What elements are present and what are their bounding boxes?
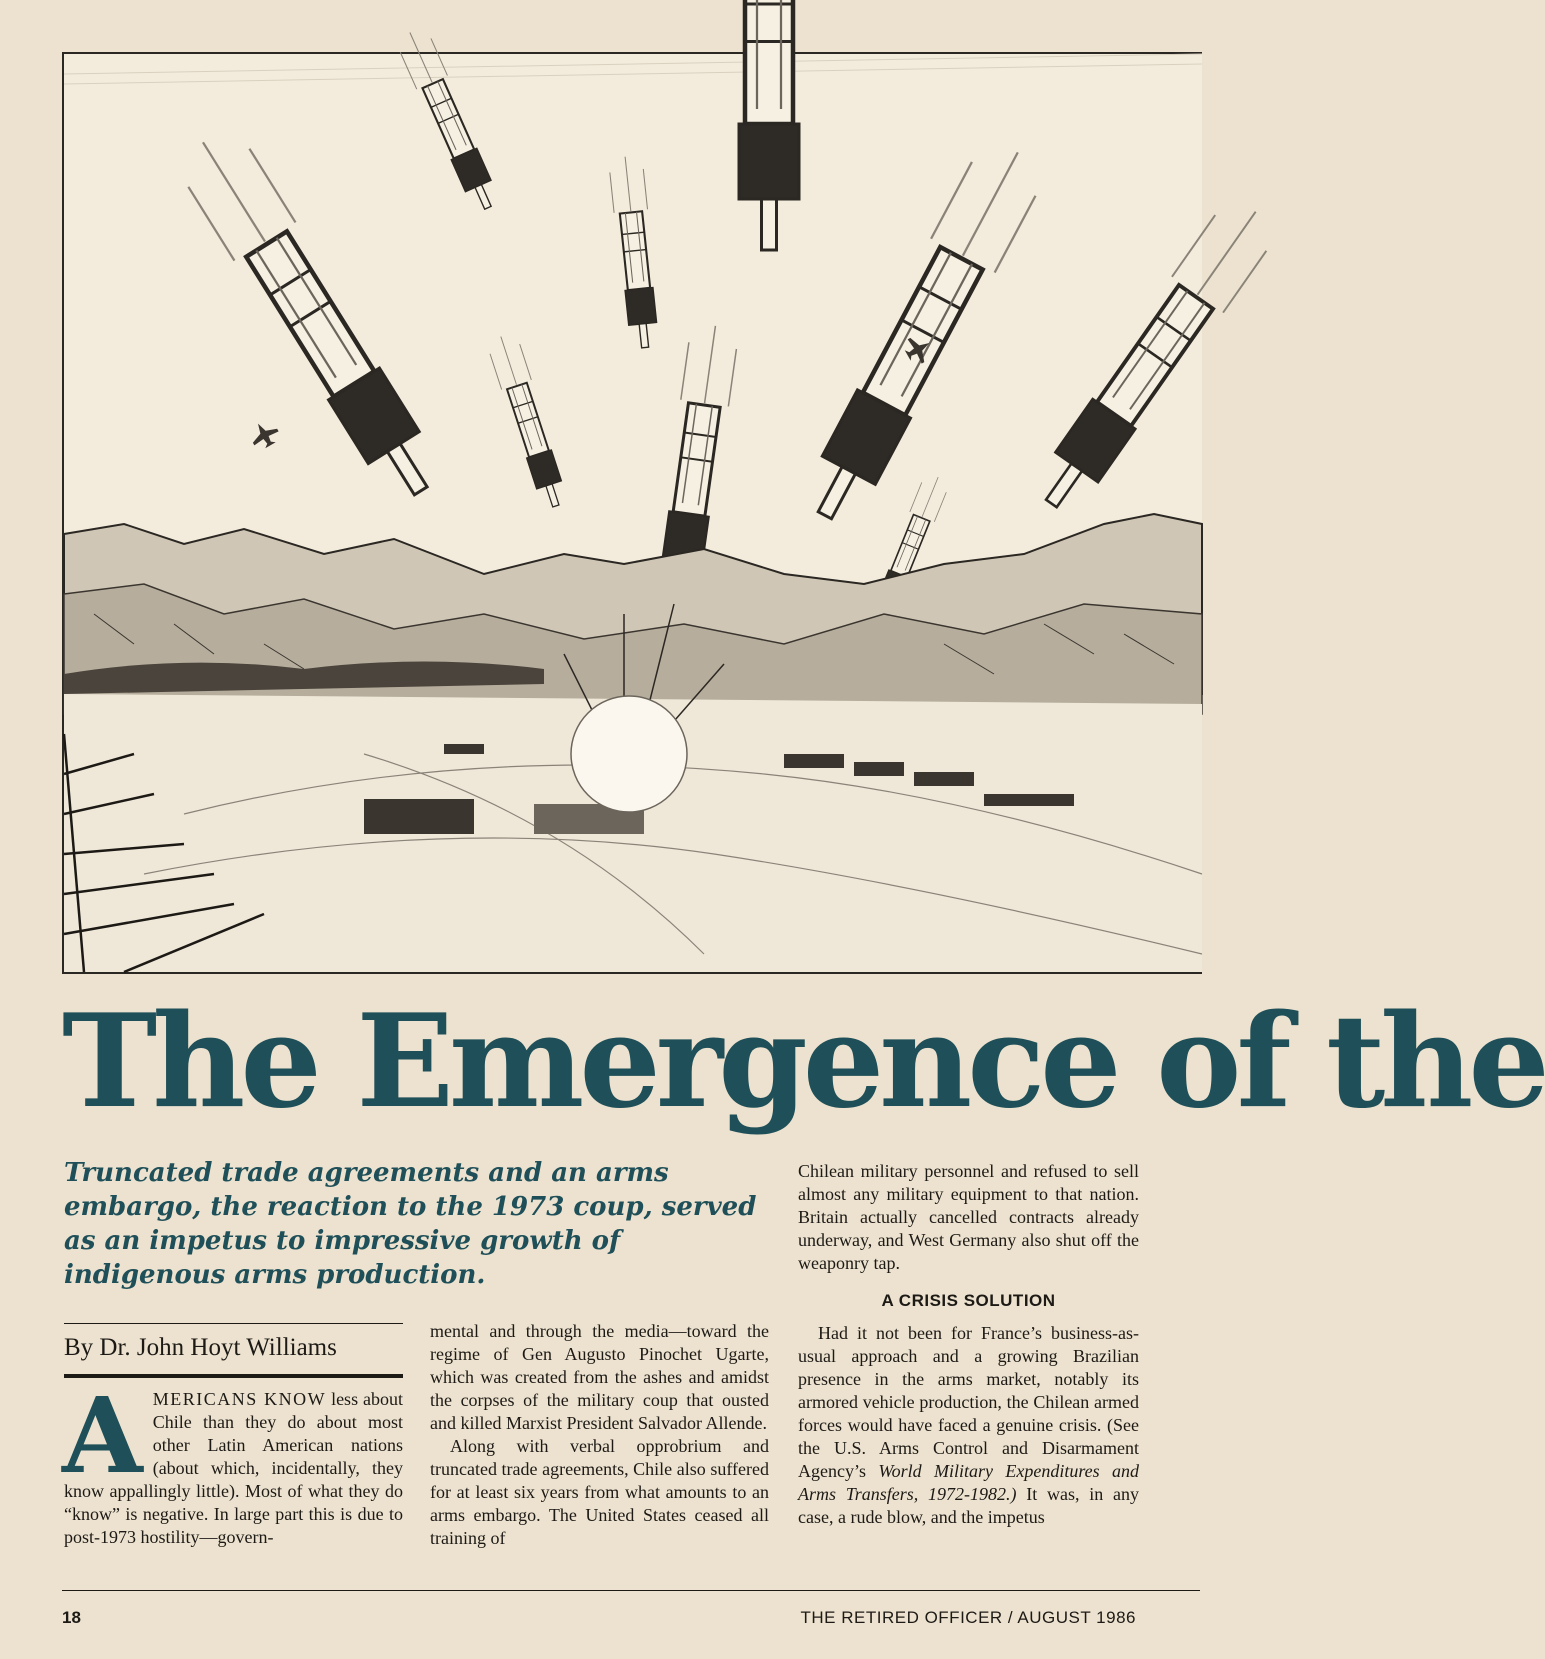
footer-rule <box>62 1590 1200 1591</box>
paragraph-text: less about Chile than they do about most other Latin American nations (about which, incidentally, they know appallingly little). Most of what they do “know” is negative. In large part this is due to post-1973 hostility—govern- <box>64 1389 403 1547</box>
article-headline: The Emergence of the <box>62 987 1545 1137</box>
lead-smallcaps: MERICANS KNOW <box>152 1389 327 1409</box>
citation-italic: World Military Expenditures and Arms Transfers, 1972-1982.) <box>798 1461 1139 1504</box>
paragraph-text: Had it not been for France’s business-as-usual approach and a growing Brazilian presence in the arms market, notably its armored vehicle production, the Chilean armed forces would have faced a genuine crisis. (See the U.S. Arms Control and Disarmament Agency’s <box>798 1323 1139 1481</box>
running-footer: THE RETIRED OFFICER / AUGUST 1986 <box>800 1608 1136 1627</box>
article-deck: Truncated trade agreements and an arms embargo, the reaction to the 1973 coup, served as an impetus to impressive growth of indigenous arms production. <box>64 1158 757 1290</box>
byline: By Dr. John Hoyt Williams <box>64 1334 337 1361</box>
section-subhead: A CRISIS SOLUTION <box>881 1291 1056 1310</box>
paragraph-text: It was, in any case, a rude blow, and the impetus <box>798 1484 1139 1527</box>
article-paragraph: mental and through the media—toward the regime of Gen Augusto Pinochet Ugarte, which was created from the ashes and amidst the corpses of the military coup that ousted and killed Marxist President Salvador Allende. <box>430 1321 769 1433</box>
page-number: 18 <box>62 1608 81 1627</box>
cover-illustration <box>62 52 1202 974</box>
article-paragraph: Chilean military personnel and refused to sell almost any military equipment to that nation. Britain actually cancelled contracts already underway, and West Germany also shut off the weaponry tap. <box>798 1161 1139 1273</box>
article-column-2 <box>430 1320 769 1550</box>
byline-rule-top <box>64 1323 403 1324</box>
article-paragraph <box>798 1322 1139 1529</box>
article-paragraph <box>62 1374 403 1549</box>
article-column-1 <box>62 1374 403 1549</box>
article-column-3 <box>798 1160 1139 1529</box>
article-paragraph: Along with verbal opprobrium and truncated trade agreements, Chile also suffered for at least six years from what amounts to an arms embargo. The United States ceased all training of <box>430 1436 769 1548</box>
drop-cap: A <box>62 1374 143 1497</box>
missile-sketch-icon <box>64 54 1202 972</box>
